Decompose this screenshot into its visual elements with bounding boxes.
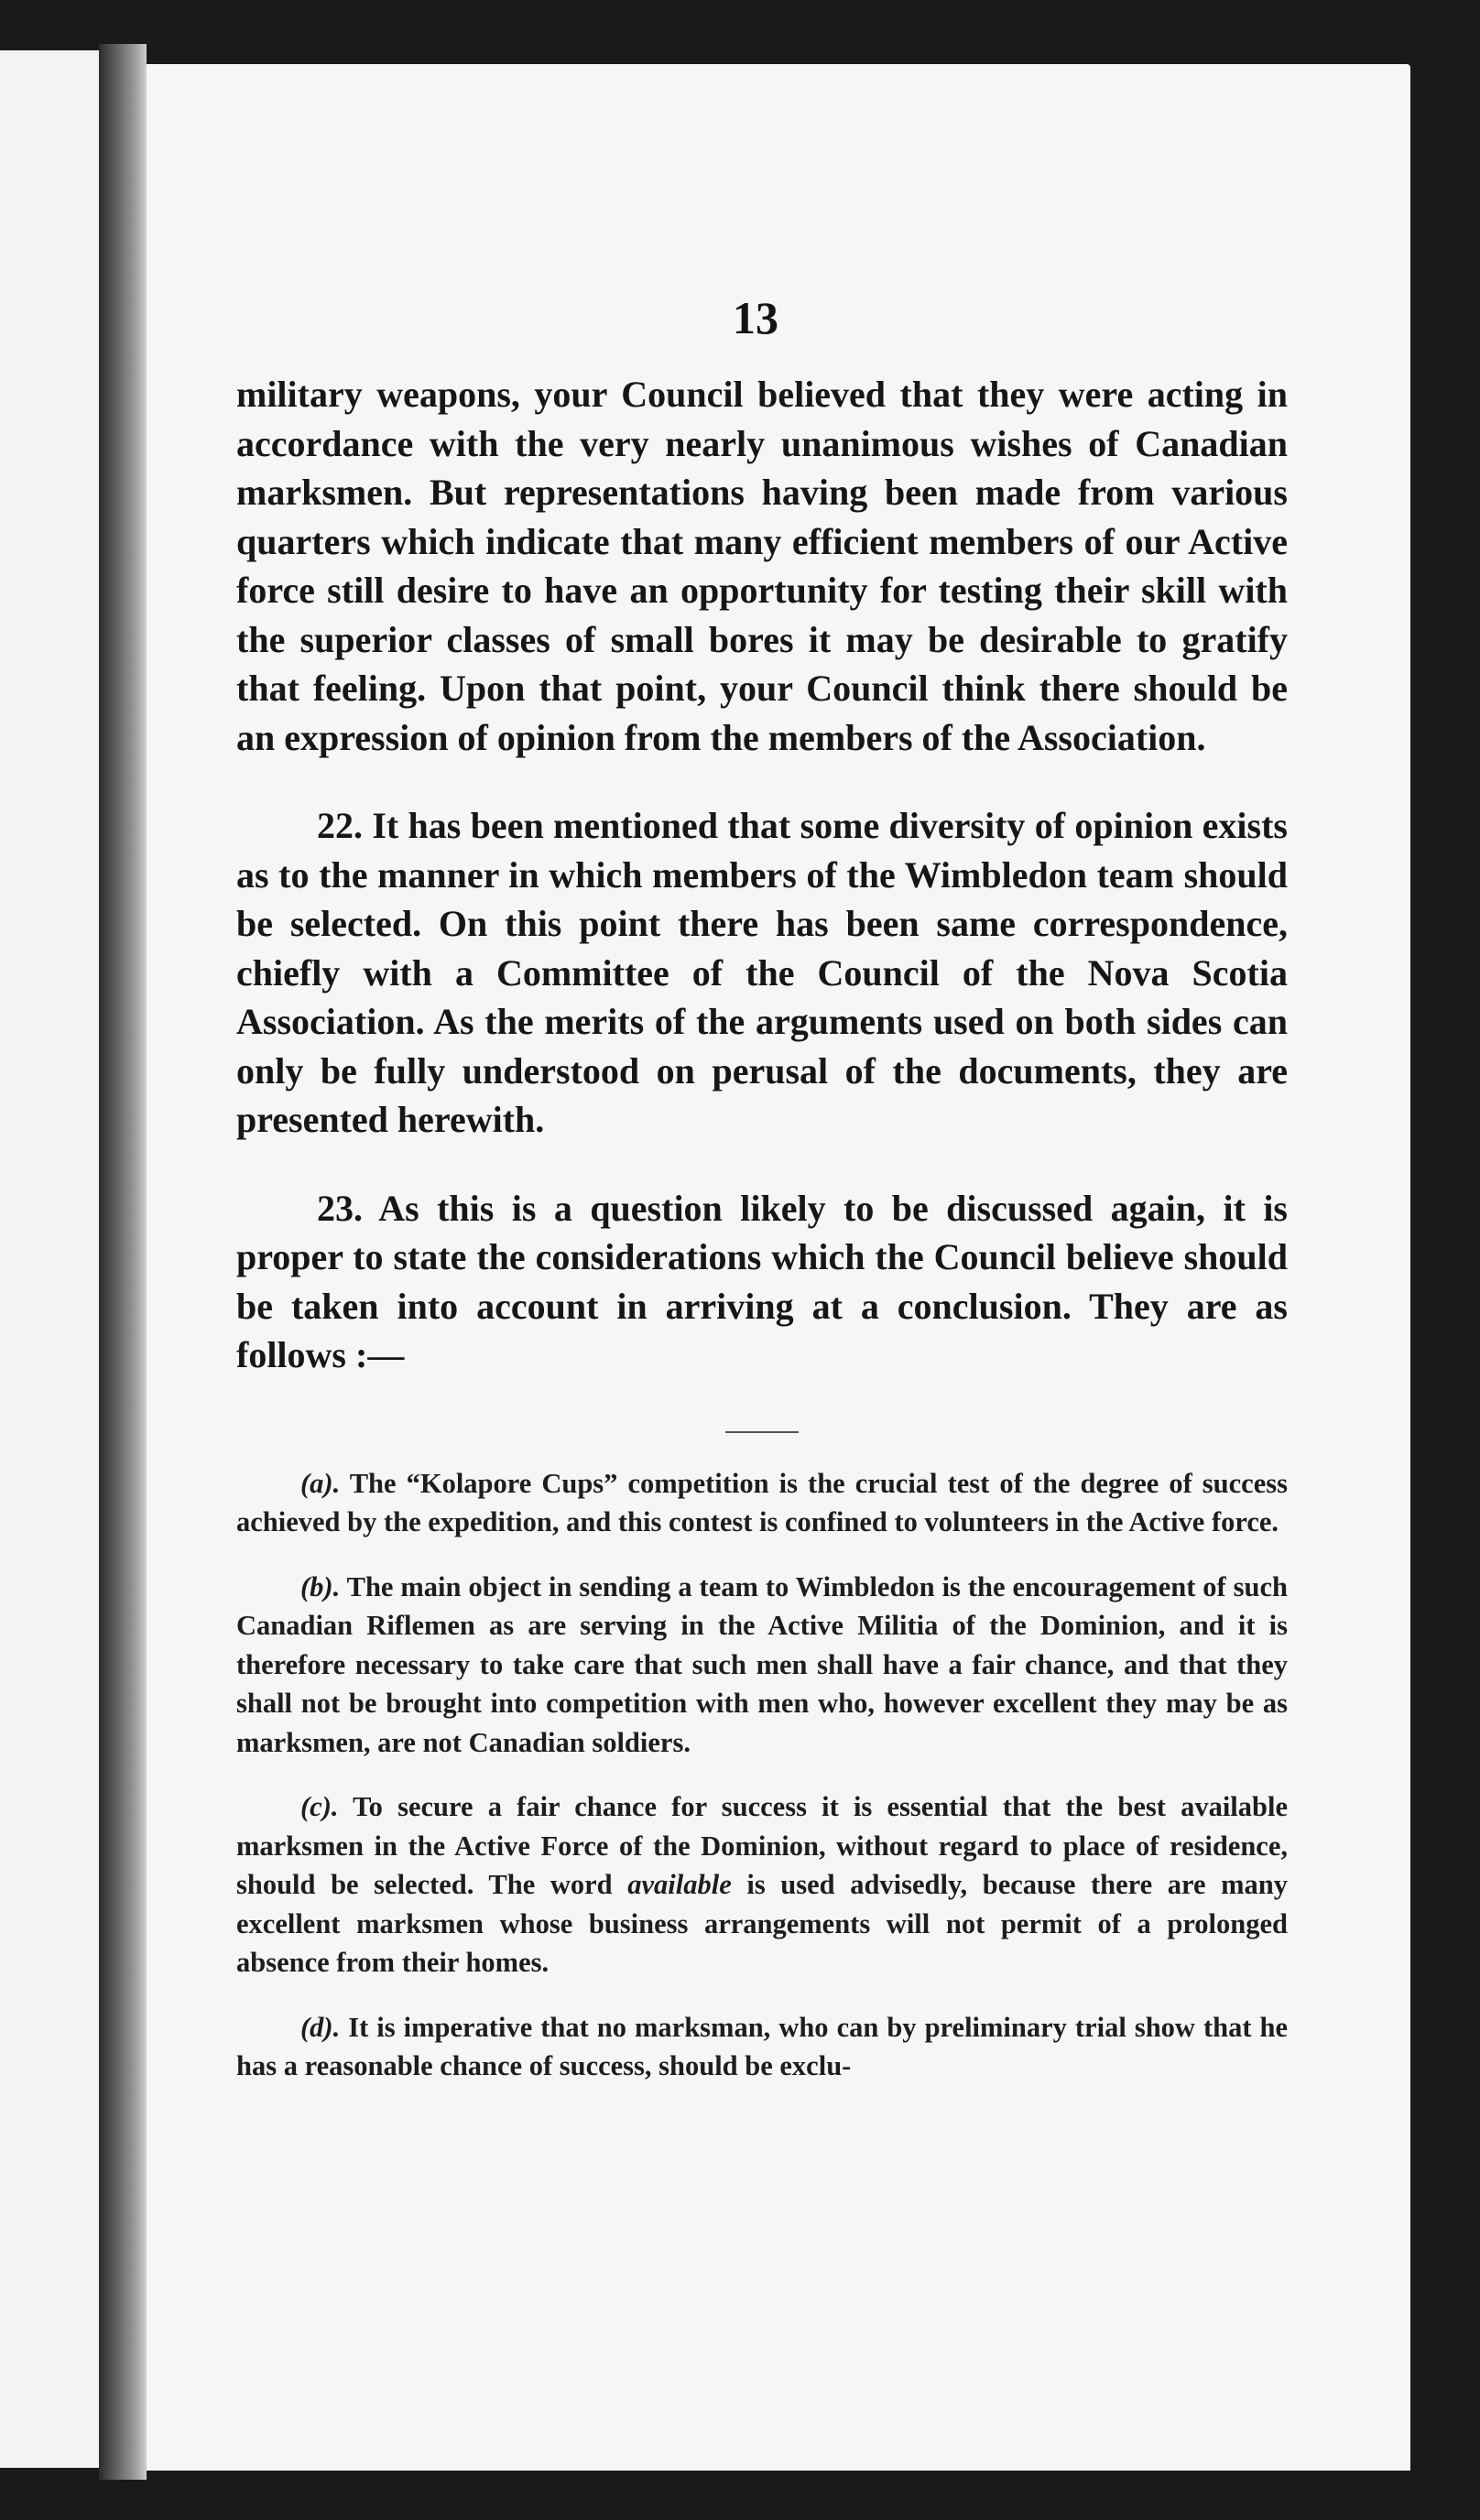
body-text (236, 370, 1288, 2086)
clause-text-before: To secure a fair chance for success it is essential that the best available marksmen in the Active Force of the Dominion, without regard to place of residence, should be selected. The word (236, 1791, 1288, 1900)
clause-label: (a). (300, 1467, 341, 1499)
clause-text: The main object in sending a team to Wimbledon is the encouragement of such Canadian Riflemen as are serving in the Active Militia of the Dominion, and it is therefore necessary to take care that such men shall have a fair chance, and that they shall not be brought into competition with men who, however excellent they may be as marksmen, are not Canadian soldiers. (236, 1570, 1288, 1758)
book-gutter (99, 44, 147, 2480)
clause-label: (d). (300, 2011, 341, 2043)
clause-text-after: is used advisedly, because there are many excellent marksmen whose business arrangements will not permit of a prolonged absence from their homes. (236, 1869, 1289, 1978)
clause-label: (c). (300, 1791, 339, 1822)
clause-emphasis: available (627, 1869, 732, 1900)
clause-label: (b). (300, 1570, 341, 1602)
facing-page-edge (0, 50, 99, 2468)
separator-rule (725, 1431, 799, 1433)
paragraph-22: 22. It has been mentioned that some diversity of opinion exists as to the manner in which members of the Wimbledon team should be selected. On this point there has been same correspondence, chiefly with a Committee of the Council of the Nova Scotia Association. As the merits of the arguments used on both sides can only be fully understood on perusal of the documents, they are presented herewith. (236, 805, 1288, 1140)
paragraph-23: 23. As this is a question likely to be discussed again, it is proper to state the considerations which the Council believe should be taken into account in arriving at a conclusion. They are as follows :— (236, 1187, 1288, 1375)
paragraph-continuation: military weapons, your Council believed that they were acting in accordance with the very nearly unanimous wishes of Canadian marksmen. But representations having been made from various quarters which indicate that many efficient members of our Active force still desire to have an opportunity for testing their skill with the superior classes of small bores it may be desirable to gratify that feeling. Upon that point, your Council think there should be an expression of opinion from the members of the Association. (236, 374, 1288, 758)
scan-background (1410, 64, 1480, 2520)
clause-a (236, 1464, 1288, 1542)
clause-d (236, 2008, 1288, 2086)
clause-b (236, 1568, 1288, 1763)
clause-text: It is imperative that no marksman, who can by preliminary trial show that he has a reasonable chance of success, should be exclu- (236, 2011, 1289, 2081)
page-number: 13 (733, 292, 778, 343)
clause-c (236, 1787, 1288, 1982)
clause-text: The “Kolapore Cups” competition is the crucial test of the degree of success achieved by the expedition, and this contest is confined to volunteers in the Active force. (236, 1467, 1288, 1537)
